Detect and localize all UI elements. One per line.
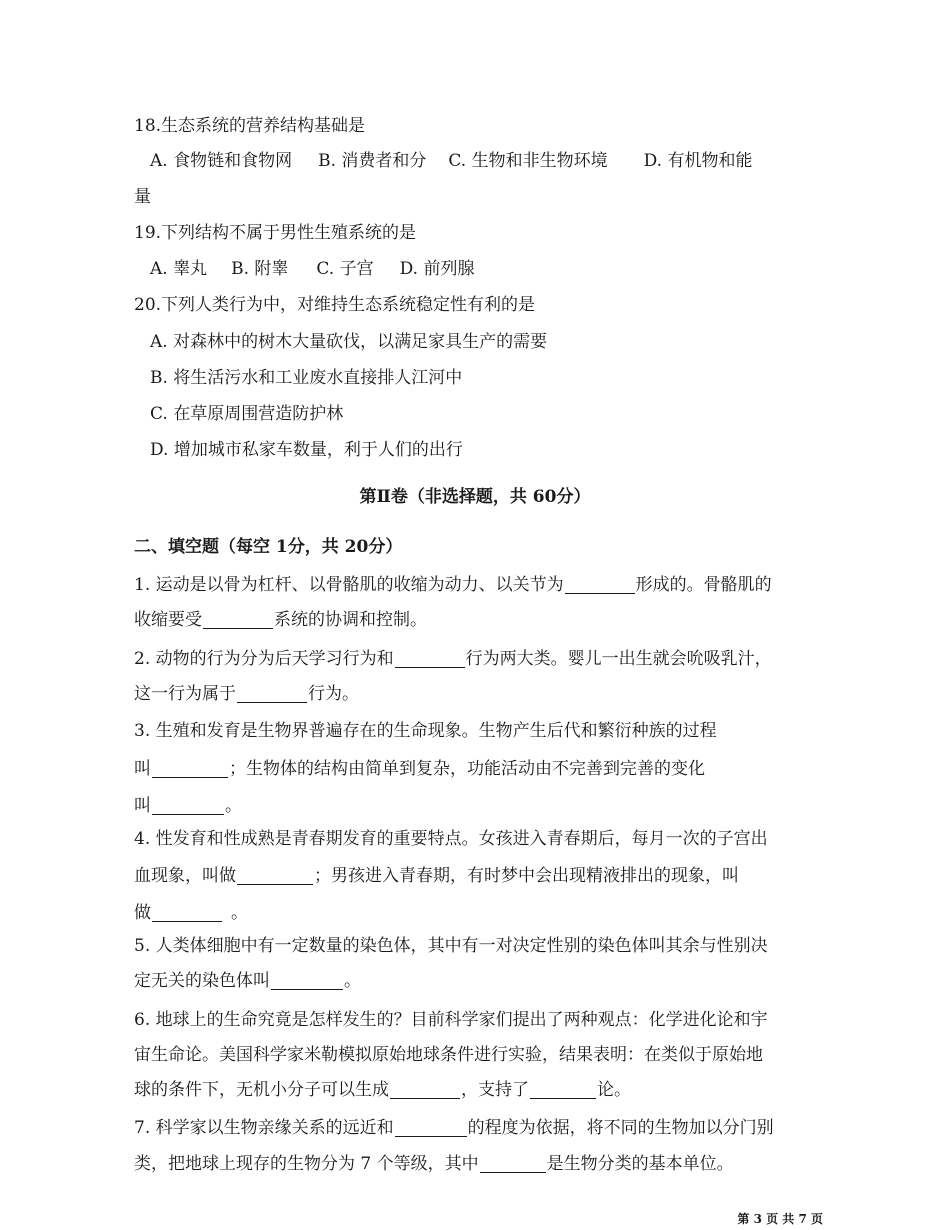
fill-q4-blank-1[interactable] <box>237 867 313 885</box>
fill-q2-line1 <box>134 650 772 668</box>
fill-q6-text-b: ，支持了 <box>461 1080 529 1100</box>
fill-q6-blank-2[interactable] <box>530 1081 596 1099</box>
fill-q7-text-c: 类，把地球上现存的生物分为 7 个等级，其中 <box>134 1154 479 1174</box>
fill-q2-text-d: 行为。 <box>308 684 359 704</box>
fill-q4-blank-2[interactable] <box>152 904 222 922</box>
q20-stem: 20.下列人类行为中，对维持生态系统稳定性有利的是 <box>134 295 536 315</box>
fill-q1-text-c: 收缩要受 <box>134 610 202 630</box>
fill-q3-blank-2[interactable] <box>152 797 224 815</box>
fill-q6-text-a: 球的条件下，无机小分子可以生成 <box>134 1080 389 1100</box>
fill-q2-blank-1[interactable] <box>395 650 465 668</box>
fill-q3-line2 <box>134 760 705 778</box>
q19-option-d: D. 前列腺 <box>399 259 475 279</box>
q18-option-d: D. 有机物和能 <box>643 151 753 171</box>
fill-q2-line2 <box>134 685 359 703</box>
fill-q5-line1: 5. 人类体细胞中有一定数量的染色体，其中有一对决定性别的染色体叫其余与性别决 <box>134 936 768 956</box>
q20-option-c: C. 在草原周围营造防护林 <box>150 404 344 424</box>
fill-q1-line2 <box>134 611 427 629</box>
fill-q6-text-c: 论。 <box>597 1080 631 1100</box>
fill-q3-text-a: 叫 <box>134 759 151 779</box>
fill-q5-blank-1[interactable] <box>271 972 343 990</box>
q19-option-b: B. 附睾 <box>231 259 289 279</box>
fill-q7-text-b: 的程度为依据，将不同的生物加以分门别 <box>467 1118 774 1138</box>
fill-q1-text-a: 1. 运动是以骨为杠杆、以骨骼肌的收缩为动力、以关节为 <box>134 575 564 595</box>
q20-option-d: D. 增加城市私家车数量，利于人们的出行 <box>150 440 463 460</box>
fill-q4-line3 <box>134 904 248 922</box>
fill-q5-text-a: 定无关的染色体叫 <box>134 971 270 991</box>
q19-stem: 19.下列结构不属于男性生殖系统的是 <box>134 223 417 243</box>
q18-options <box>150 153 752 170</box>
fill-q2-blank-2[interactable] <box>237 685 307 703</box>
fill-q7-text-a: 7. 科学家以生物亲缘关系的远近和 <box>134 1118 394 1138</box>
section2-title: 二、填空题（每空 1分，共 20分） <box>134 537 403 557</box>
fill-q6-line3 <box>134 1081 631 1099</box>
fill-q3-text-c: 叫 <box>134 796 151 816</box>
q20-option-b: B. 将生活污水和工业废水直接排人江河中 <box>150 368 463 388</box>
q18-option-c: C. 生物和非生物环境 <box>448 151 608 171</box>
fill-q4-line1: 4. 性发育和性成熟是青春期发育的重要特点。女孩进入青春期后，每月一次的子宫出 <box>134 829 768 849</box>
q19-option-a: A. 睾丸 <box>150 259 208 279</box>
fill-q3-blank-1[interactable] <box>152 760 228 778</box>
fill-q7-blank-2[interactable] <box>480 1155 546 1173</box>
page-number: 第 3 页 共 7 页 <box>737 1212 823 1226</box>
q18-option-d-wrap: 量 <box>134 187 151 207</box>
fill-q1-line1 <box>134 576 772 594</box>
fill-q1-text-b: 形成的。骨骼肌的 <box>635 575 772 595</box>
fill-q3-line1: 3. 生殖和发育是生物界普遍存在的生命现象。生物产生后代和繁衍种族的过程 <box>134 721 717 741</box>
fill-q6-blank-1[interactable] <box>390 1081 460 1099</box>
fill-q1-blank-2[interactable] <box>203 611 273 629</box>
q18-option-a: A. 食物链和食物网 <box>150 151 293 171</box>
fill-q3-text-b: ；生物体的结构由简单到复杂，功能活动由不完善到完善的变化 <box>229 759 705 779</box>
fill-q7-line1 <box>134 1119 774 1137</box>
fill-q7-blank-1[interactable] <box>395 1119 467 1137</box>
fill-q6-line2: 宙生命论。美国科学家米勒模拟原始地球条件进行实验，结果表明：在类似于原始地 <box>134 1045 763 1065</box>
fill-q5-line2 <box>134 972 361 990</box>
fill-q3-line3 <box>134 797 242 815</box>
fill-q4-text-c: 做 <box>134 903 151 923</box>
fill-q3-text-d: 。 <box>225 796 242 816</box>
fill-q4-text-a: 血现象，叫做 <box>134 866 236 886</box>
fill-q7-text-d: 是生物分类的基本单位。 <box>546 1154 734 1174</box>
fill-q1-blank-1[interactable] <box>565 576 635 594</box>
fill-q1-text-d: 系统的协调和控制。 <box>274 610 427 630</box>
part2-title: 第Ⅱ卷（非选择题，共 60分） <box>359 487 591 507</box>
fill-q6-line1: 6. 地球上的生命究竟是怎样发生的？目前科学家们提出了两种观点：化学进化论和宇 <box>134 1010 768 1030</box>
fill-q2-text-c: 这一行为属于 <box>134 684 236 704</box>
fill-q4-text-b: ；男孩进入青春期，有时梦中会出现精液排出的现象，叫 <box>314 866 739 886</box>
q19-options <box>150 261 474 278</box>
fill-q2-text-a: 2. 动物的行为分为后天学习行为和 <box>134 649 394 669</box>
q18-option-b: B. 消费者和分 <box>318 151 427 171</box>
fill-q7-line2 <box>134 1155 734 1173</box>
fill-q2-text-b: 行为两大类。婴儿一出生就会吮吸乳汁， <box>465 649 772 669</box>
q18-stem: 18.生态系统的营养结构基础是 <box>134 116 366 136</box>
fill-q4-text-d: 。 <box>231 903 248 923</box>
q20-option-a: A. 对森林中的树木大量砍伐，以满足家具生产的需要 <box>150 332 548 352</box>
q19-option-c: C. 子宫 <box>316 259 374 279</box>
fill-q4-line2 <box>134 867 739 885</box>
fill-q5-text-b: 。 <box>344 971 361 991</box>
